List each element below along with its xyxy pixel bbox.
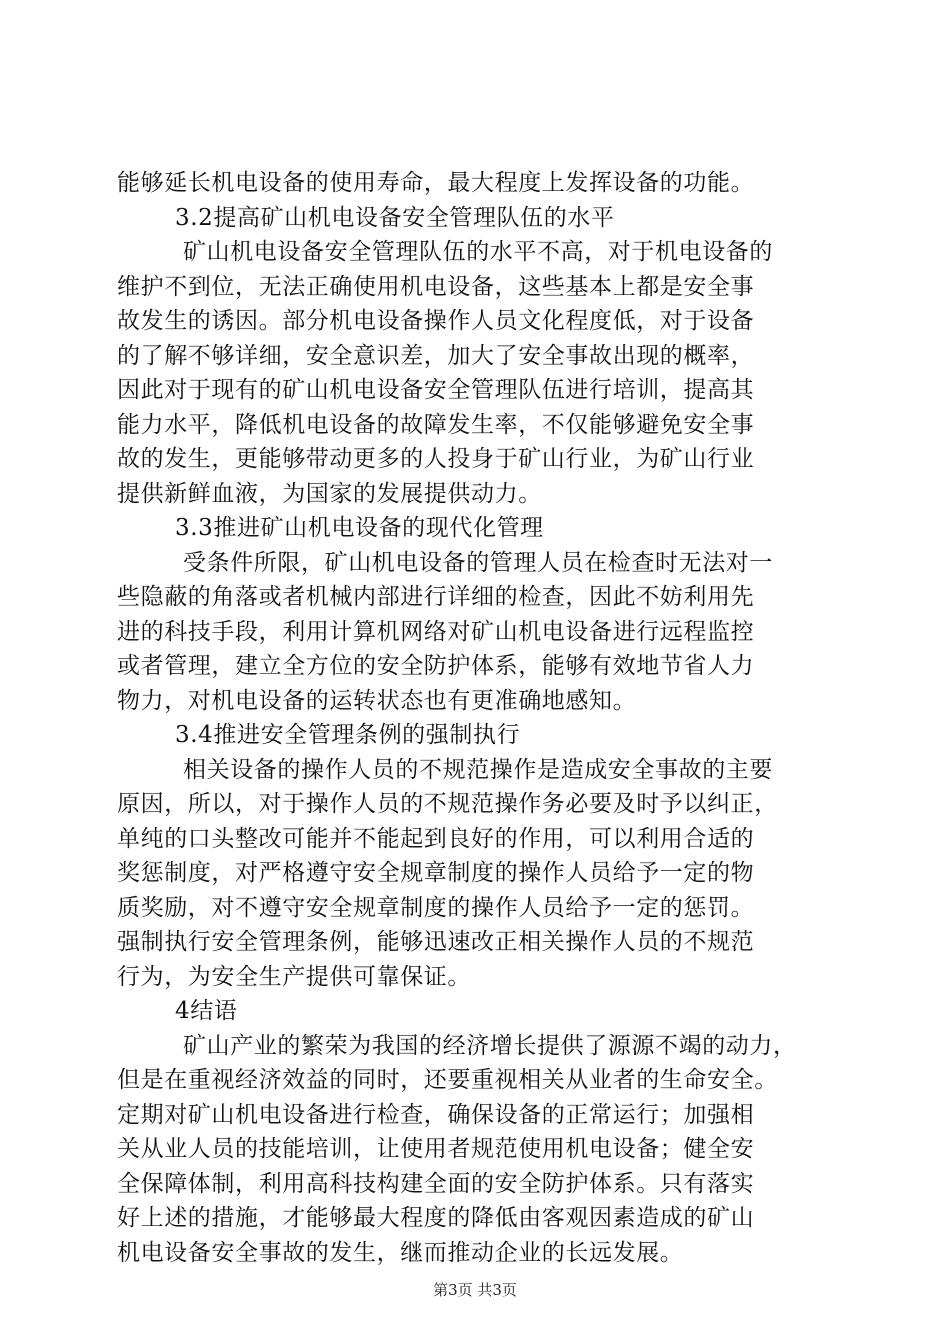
- paragraph-first-line: 矿山产业的繁荣为我国的经济增长提供了源源不竭的动力，: [183, 1032, 797, 1059]
- section-heading: 3.4推进安全管理条例的强制执行: [175, 722, 521, 748]
- paragraph-line: 行为，为安全生产提供可靠保证。: [117, 963, 471, 990]
- section-heading: 3.2提高矿山机电设备安全管理队伍的水平: [175, 204, 615, 231]
- section-heading: 3.3推进矿山机电设备的现代化管理: [175, 515, 544, 541]
- paragraph-line: 物力，对机电设备的运转状态也有更准确地感知。: [117, 687, 637, 714]
- paragraph-line: 关从业人员的技能培训，让使用者规范使用机电设备；健全安: [117, 1136, 755, 1162]
- paragraph-line: 单纯的口头整改可能并不能起到良好的作用，可以利用合适的: [117, 825, 755, 852]
- paragraph-line: 好上述的措施，才能够最大程度的降低由客观因素造成的矿山: [117, 1205, 755, 1231]
- paragraph-line: 质奖励，对不遵守安全规章制度的操作人员给予一定的惩罚。: [117, 894, 755, 921]
- paragraph-line: 奖惩制度，对严格遵守安全规章制度的操作人员给予一定的物: [117, 860, 755, 886]
- paragraph-first-line: 矿山机电设备安全管理队伍的水平不高，对于机电设备的: [183, 239, 773, 265]
- paragraph-first-line: 受条件所限，矿山机电设备的管理人员在检查时无法对一: [183, 549, 773, 576]
- document-body: [117, 166, 837, 1270]
- paragraph-line: 提供新鲜血液，为国家的发展提供动力。: [117, 480, 542, 507]
- paragraph-line: 故的发生，更能够带动更多的人投身于矿山行业，为矿山行业: [117, 446, 755, 472]
- page-footer: 第3页 共3页: [433, 1281, 517, 1299]
- paragraph-first-line: 相关设备的操作人员的不规范操作是造成安全事故的主要: [183, 756, 773, 783]
- paragraph-line: 但是在重视经济效益的同时，还要重视相关从业者的生命安全。: [117, 1067, 778, 1093]
- paragraph-line: 全保障体制，利用高科技构建全面的安全防护体系。只有落实: [117, 1170, 755, 1197]
- paragraph-line: 进的科技手段，利用计算机网络对矿山机电设备进行远程监控: [117, 618, 755, 645]
- paragraph-line: 些隐蔽的角落或者机械内部进行详细的检查，因此不妨利用先: [117, 584, 755, 610]
- section-heading: 4结语: [175, 998, 238, 1024]
- paragraph-line: 强制执行安全管理条例，能够迅速改正相关操作人员的不规范: [117, 929, 755, 955]
- paragraph-line: 故发生的诱因。部分机电设备操作人员文化程度低，对于设备: [117, 308, 755, 334]
- paragraph-line: 定期对矿山机电设备进行检查，确保设备的正常运行；加强相: [117, 1101, 755, 1128]
- paragraph-line: 因此对于现有的矿山机电设备安全管理队伍进行培训，提高其: [117, 377, 755, 403]
- paragraph-line: 能力水平，降低机电设备的故障发生率，不仅能够避免安全事: [117, 411, 755, 438]
- paragraph-line: 机电设备安全事故的发生，继而推动企业的长远发展。: [117, 1239, 684, 1266]
- paragraph-line: 能够延长机电设备的使用寿命，最大程度上发挥设备的功能。: [117, 170, 755, 196]
- paragraph-line: 或者管理，建立全方位的安全防护体系，能够有效地节省人力: [117, 653, 755, 679]
- paragraph-line: 原因，所以，对于操作人员的不规范操作务必要及时予以纠正，: [117, 791, 778, 817]
- paragraph-line: 的了解不够详细，安全意识差，加大了安全事故出现的概率，: [117, 342, 755, 369]
- paragraph-line: 维护不到位，无法正确使用机电设备，这些基本上都是安全事: [117, 273, 755, 300]
